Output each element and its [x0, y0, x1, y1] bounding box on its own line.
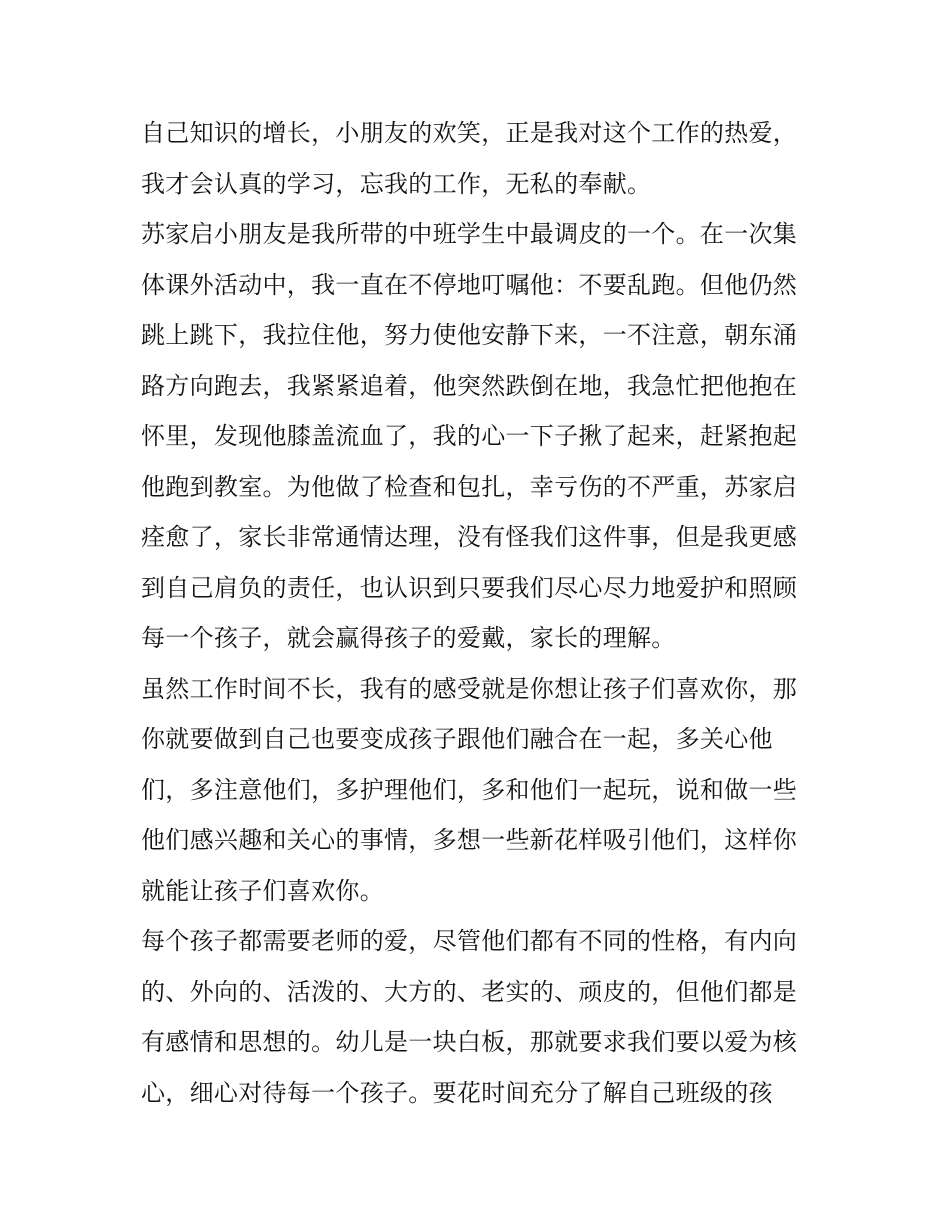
text-line: 跳上跳下，我拉住他，努力使他安静下来，一不注意，朝东涌 [141, 321, 798, 349]
text-line: 心，细心对待每一个孩子。要花时间充分了解自己班级的孩 [141, 1078, 773, 1107]
text-line: 有感情和思想的。幼儿是一块白板，那就要求我们要以爱为核 [141, 1028, 798, 1056]
text-line: 路方向跑去，我紧紧追着，他突然跌倒在地，我急忙把他抱在 [141, 371, 798, 400]
text-line: 他跑到教室。为他做了检查和包扎，幸亏伤的不严重，苏家启 [141, 472, 798, 501]
text-line: 痊愈了，家长非常通情达理，没有怪我们这件事，但是我更感 [141, 523, 798, 551]
text-line: 就能让孩子们喜欢你。 [141, 876, 384, 905]
text-line: 苏家启小朋友是我所带的中班学生中最调皮的一个。在一次集 [141, 220, 798, 248]
text-line: 自己知识的增长，小朋友的欢笑，正是我对这个工作的热爱， [141, 119, 798, 147]
text-line: 体课外活动中，我一直在不停地叮嘱他：不要乱跑。但他仍然 [141, 270, 798, 299]
body-text [141, 108, 821, 1118]
text-line: 怀里，发现他膝盖流血了，我的心一下子揪了起来，赶紧抱起 [141, 422, 798, 450]
text-line: 你就要做到自己也要变成孩子跟他们融合在一起，多关心他 [141, 725, 773, 753]
text-line: 虽然工作时间不长，我有的感受就是你想让孩子们喜欢你，那 [141, 674, 798, 703]
text-line: 的、外向的、活泼的、大方的、老实的、顽皮的，但他们都是 [141, 977, 798, 1006]
text-line: 到自己肩负的责任，也认识到只要我们尽心尽力地爱护和照顾 [141, 573, 798, 602]
text-line: 每一个孩子，就会赢得孩子的爱戴，家长的理解。 [141, 624, 676, 652]
text-line: 我才会认真的学习，忘我的工作，无私的奉献。 [141, 169, 652, 198]
text-line: 每个孩子都需要老师的爱，尽管他们都有不同的性格，有内向 [141, 927, 798, 955]
text-line: 他们感兴趣和关心的事情，多想一些新花样吸引他们，这样你 [141, 826, 798, 854]
text-line: 们，多注意他们，多护理他们，多和他们一起玩，说和做一些 [141, 775, 798, 804]
